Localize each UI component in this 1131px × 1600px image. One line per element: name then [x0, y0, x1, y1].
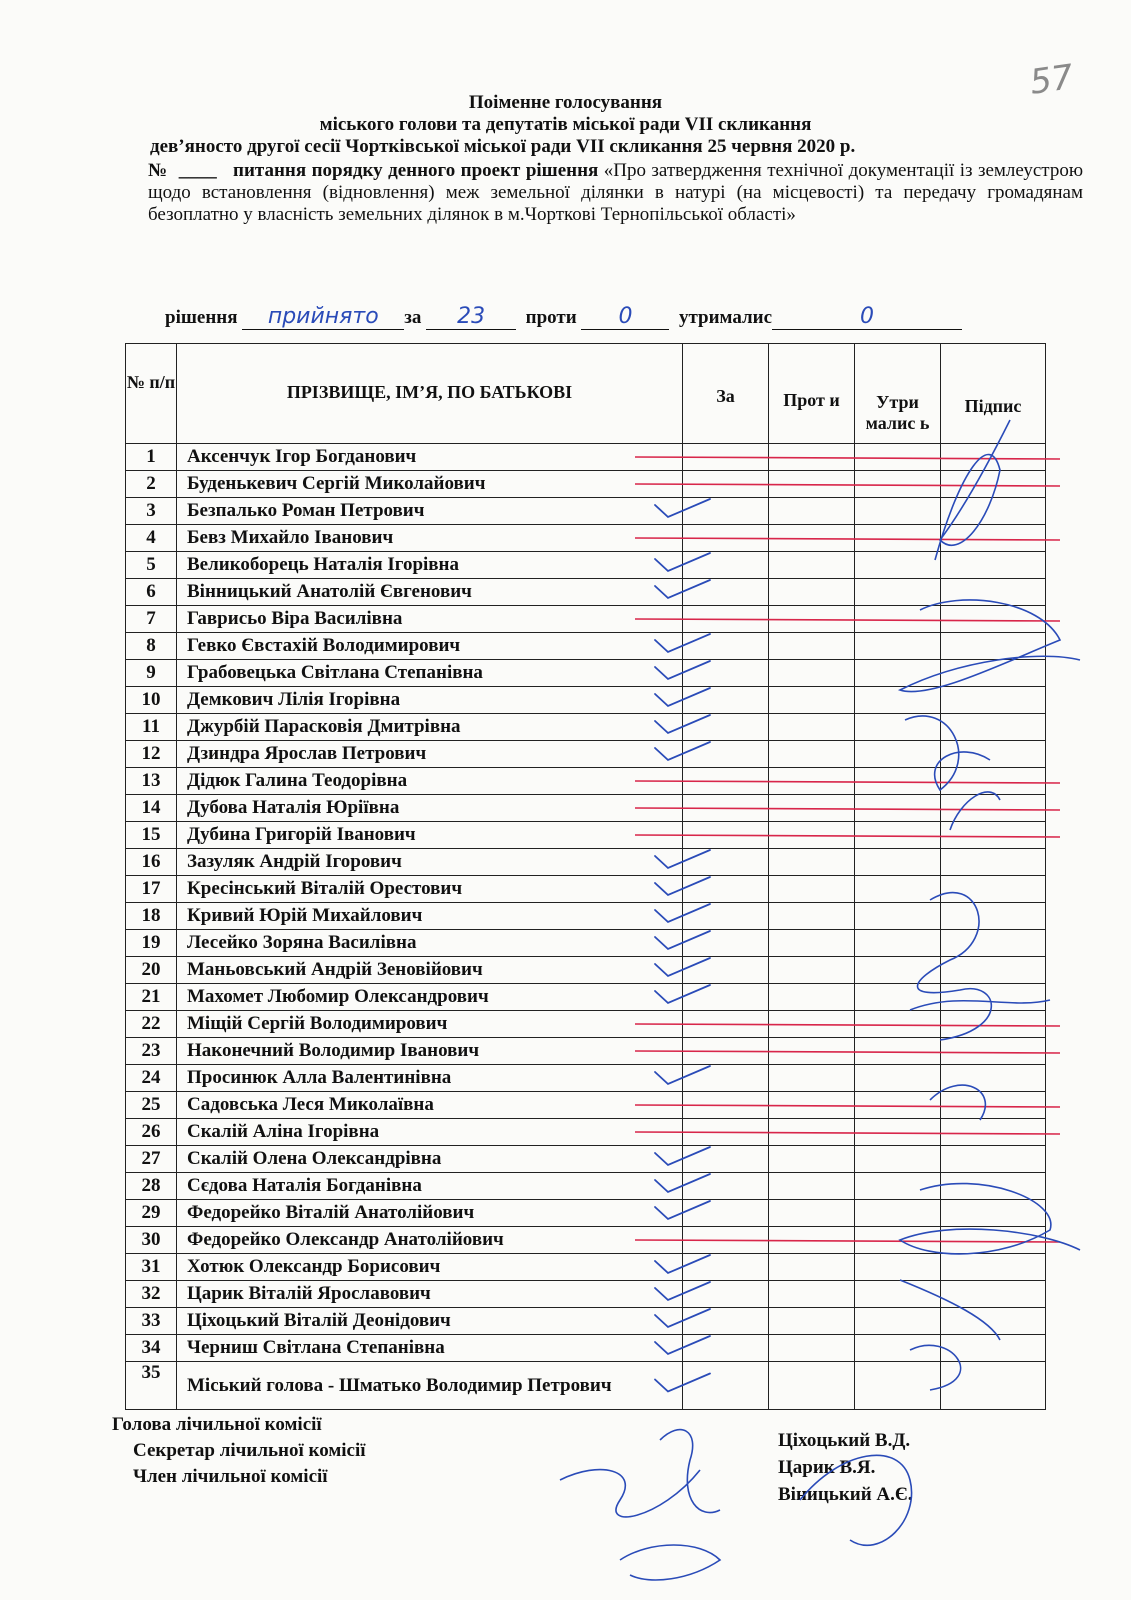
- row-abstained: [855, 741, 941, 768]
- row-abstained: [855, 957, 941, 984]
- table-row: [126, 741, 1046, 768]
- row-signature: [941, 1011, 1046, 1038]
- row-name: Скалій Аліна Ігорівна: [177, 1119, 683, 1146]
- row-for: [683, 903, 769, 930]
- row-abstained: [855, 660, 941, 687]
- table-row: [126, 1200, 1046, 1227]
- row-abstained: [855, 1065, 941, 1092]
- row-for: [683, 579, 769, 606]
- row-name: Дубова Наталія Юріївна: [177, 795, 683, 822]
- row-against: [769, 1200, 855, 1227]
- row-abstained: [855, 444, 941, 471]
- decision-label: рішення: [165, 307, 238, 328]
- table-row: [126, 984, 1046, 1011]
- row-for: [683, 984, 769, 1011]
- row-name: Джурбій Парасковія Дмитрівна: [177, 714, 683, 741]
- row-for: [683, 1173, 769, 1200]
- row-signature: [941, 822, 1046, 849]
- table-row: [126, 714, 1046, 741]
- row-name: Безпалько Роман Петрович: [177, 498, 683, 525]
- row-name: Хотюк Олександр Борисович: [177, 1254, 683, 1281]
- table-row: [126, 1119, 1046, 1146]
- table-row: [126, 633, 1046, 660]
- row-abstained: [855, 714, 941, 741]
- row-abstained: [855, 768, 941, 795]
- row-abstained: [855, 903, 941, 930]
- against-count: 0: [581, 304, 669, 330]
- decision-result: прийнято: [242, 304, 404, 330]
- table-row: [126, 579, 1046, 606]
- table-row: [126, 1227, 1046, 1254]
- row-signature: [941, 687, 1046, 714]
- table-row: [126, 876, 1046, 903]
- row-for: [683, 687, 769, 714]
- table-row: [126, 525, 1046, 552]
- table-row: [126, 1173, 1046, 1200]
- row-against: [769, 1011, 855, 1038]
- agenda-item: [148, 160, 1083, 226]
- row-signature: [941, 1281, 1046, 1308]
- row-signature: [941, 1119, 1046, 1146]
- table-row: [126, 822, 1046, 849]
- row-number: 21: [126, 984, 177, 1011]
- table-row: [126, 849, 1046, 876]
- row-number: 30: [126, 1227, 177, 1254]
- chair-name: Ціхоцький В.Д.: [778, 1430, 911, 1451]
- row-signature: [941, 1308, 1046, 1335]
- table-row: [126, 930, 1046, 957]
- row-against: [769, 552, 855, 579]
- row-against: [769, 1119, 855, 1146]
- row-for: [683, 930, 769, 957]
- row-signature: [941, 930, 1046, 957]
- row-signature: [941, 444, 1046, 471]
- row-name: Черниш Світлана Степанівна: [177, 1335, 683, 1362]
- row-signature: [941, 714, 1046, 741]
- row-abstained: [855, 1335, 941, 1362]
- table-row: [126, 552, 1046, 579]
- table-row: [126, 1065, 1046, 1092]
- table-row: [126, 498, 1046, 525]
- row-number: 19: [126, 930, 177, 957]
- table-row: [126, 687, 1046, 714]
- row-for: [683, 498, 769, 525]
- row-abstained: [855, 1227, 941, 1254]
- row-against: [769, 606, 855, 633]
- row-for: [683, 444, 769, 471]
- row-for: [683, 1065, 769, 1092]
- table-row: [126, 471, 1046, 498]
- decision-line: [165, 304, 962, 330]
- row-signature: [941, 849, 1046, 876]
- row-against: [769, 498, 855, 525]
- row-number: 1: [126, 444, 177, 471]
- row-number: 35: [126, 1362, 177, 1410]
- row-signature: [941, 1173, 1046, 1200]
- member-name: Віницький А.Є.: [778, 1484, 913, 1505]
- row-number: 16: [126, 849, 177, 876]
- row-abstained: [855, 984, 941, 1011]
- row-name: Дідюк Галина Теодорівна: [177, 768, 683, 795]
- row-against: [769, 1146, 855, 1173]
- row-abstained: [855, 1038, 941, 1065]
- row-for: [683, 1200, 769, 1227]
- row-against: [769, 579, 855, 606]
- row-number: 8: [126, 633, 177, 660]
- row-for: [683, 552, 769, 579]
- row-number: 22: [126, 1011, 177, 1038]
- row-name: Кривий Юрій Михайлович: [177, 903, 683, 930]
- row-number: 3: [126, 498, 177, 525]
- table-row: [126, 660, 1046, 687]
- row-name: Демкович Лілія Ігорівна: [177, 687, 683, 714]
- row-for: [683, 1227, 769, 1254]
- row-number: 10: [126, 687, 177, 714]
- row-signature: [941, 957, 1046, 984]
- row-against: [769, 1065, 855, 1092]
- row-number: 29: [126, 1200, 177, 1227]
- row-number: 31: [126, 1254, 177, 1281]
- row-abstained: [855, 471, 941, 498]
- row-abstained: [855, 1092, 941, 1119]
- table-row: [126, 1011, 1046, 1038]
- row-name: Буденькевич Сергій Миколайович: [177, 471, 683, 498]
- row-for: [683, 714, 769, 741]
- doc-title: Поіменне голосування: [468, 92, 663, 113]
- row-number: 2: [126, 471, 177, 498]
- chair-label: Голова лічильної комісії: [112, 1414, 322, 1435]
- row-abstained: [855, 525, 941, 552]
- row-name: Грабовецька Світлана Степанівна: [177, 660, 683, 687]
- row-name: Міський голова - Шматько Володимир Петрович: [177, 1362, 683, 1410]
- for-label: за: [404, 307, 422, 328]
- row-against: [769, 768, 855, 795]
- row-name: Просинюк Алла Валентинівна: [177, 1065, 683, 1092]
- row-abstained: [855, 849, 941, 876]
- row-signature: [941, 498, 1046, 525]
- row-abstained: [855, 579, 941, 606]
- row-against: [769, 741, 855, 768]
- abstained-label: утрималис: [678, 307, 773, 328]
- row-against: [769, 1335, 855, 1362]
- row-abstained: [855, 498, 941, 525]
- row-number: 25: [126, 1092, 177, 1119]
- for-count: 23: [426, 304, 516, 330]
- row-name: Бевз Михайло Іванович: [177, 525, 683, 552]
- row-abstained: [855, 930, 941, 957]
- row-abstained: [855, 552, 941, 579]
- row-signature: [941, 633, 1046, 660]
- row-against: [769, 822, 855, 849]
- row-against: [769, 687, 855, 714]
- row-signature: [941, 471, 1046, 498]
- table-row: [126, 1281, 1046, 1308]
- row-abstained: [855, 1281, 941, 1308]
- row-for: [683, 1146, 769, 1173]
- member-label: Член лічильної комісії: [133, 1466, 328, 1487]
- table-row: [126, 1146, 1046, 1173]
- row-against: [769, 957, 855, 984]
- row-abstained: [855, 1200, 941, 1227]
- row-name: Міщій Сергій Володимирович: [177, 1011, 683, 1038]
- row-name: Зазуляк Андрій Ігорович: [177, 849, 683, 876]
- col-against: Прот и: [769, 344, 855, 444]
- row-number: 33: [126, 1308, 177, 1335]
- col-num: № п/п: [126, 344, 177, 444]
- row-signature: [941, 1227, 1046, 1254]
- row-name: Сєдова Наталія Богданівна: [177, 1173, 683, 1200]
- row-against: [769, 795, 855, 822]
- row-signature: [941, 1092, 1046, 1119]
- row-number: 32: [126, 1281, 177, 1308]
- table-row: [126, 768, 1046, 795]
- row-number: 9: [126, 660, 177, 687]
- row-against: [769, 849, 855, 876]
- row-against: [769, 1308, 855, 1335]
- row-name: Вінницький Анатолій Євгенович: [177, 579, 683, 606]
- row-number: 14: [126, 795, 177, 822]
- row-signature: [941, 552, 1046, 579]
- row-for: [683, 606, 769, 633]
- row-for: [683, 741, 769, 768]
- col-signature: Підпис: [941, 344, 1046, 444]
- row-abstained: [855, 687, 941, 714]
- row-signature: [941, 903, 1046, 930]
- row-number: 15: [126, 822, 177, 849]
- row-name: Скалій Олена Олександрівна: [177, 1146, 683, 1173]
- row-signature: [941, 606, 1046, 633]
- row-number: 34: [126, 1335, 177, 1362]
- row-signature: [941, 1065, 1046, 1092]
- row-name: Аксенчук Ігор Богданович: [177, 444, 683, 471]
- row-for: [683, 768, 769, 795]
- row-against: [769, 1173, 855, 1200]
- row-name: Лесейко Зоряна Василівна: [177, 930, 683, 957]
- row-abstained: [855, 822, 941, 849]
- table-row: [126, 1254, 1046, 1281]
- row-name: Федорейко Олександр Анатолійович: [177, 1227, 683, 1254]
- row-number: 26: [126, 1119, 177, 1146]
- row-against: [769, 1281, 855, 1308]
- row-abstained: [855, 876, 941, 903]
- row-number: 11: [126, 714, 177, 741]
- row-name: Ціхоцький Віталій Деонідович: [177, 1308, 683, 1335]
- number-blank: ____: [178, 160, 217, 181]
- row-signature: [941, 1038, 1046, 1065]
- vote-table: [125, 343, 1046, 1410]
- row-for: [683, 849, 769, 876]
- row-name: Гаврисьо Віра Василівна: [177, 606, 683, 633]
- row-for: [683, 1119, 769, 1146]
- row-against: [769, 471, 855, 498]
- row-against: [769, 525, 855, 552]
- row-name: Махомет Любомир Олександрович: [177, 984, 683, 1011]
- row-for: [683, 957, 769, 984]
- page-number: 57: [1027, 57, 1076, 103]
- row-for: [683, 1011, 769, 1038]
- row-name: Садовська Леся Миколаївна: [177, 1092, 683, 1119]
- row-abstained: [855, 1173, 941, 1200]
- table-row: [126, 957, 1046, 984]
- row-name: Маньовський Андрій Зеновійович: [177, 957, 683, 984]
- row-number: 13: [126, 768, 177, 795]
- row-against: [769, 633, 855, 660]
- row-signature: [941, 660, 1046, 687]
- row-for: [683, 876, 769, 903]
- row-name: Дубина Григорій Іванович: [177, 822, 683, 849]
- row-against: [769, 1038, 855, 1065]
- row-against: [769, 984, 855, 1011]
- row-abstained: [855, 633, 941, 660]
- row-signature: [941, 984, 1046, 1011]
- table-row: [126, 1335, 1046, 1362]
- row-against: [769, 1227, 855, 1254]
- col-abstained: Утри малис ь: [855, 344, 941, 444]
- row-for: [683, 1038, 769, 1065]
- row-name: Гевко Євстахій Володимирович: [177, 633, 683, 660]
- doc-subtitle: міського голови та депутатів міської ради VII скликання: [319, 114, 812, 135]
- row-name: Федорейко Віталій Анатолійович: [177, 1200, 683, 1227]
- row-signature: [941, 795, 1046, 822]
- number-label: №: [148, 160, 168, 181]
- row-for: [683, 795, 769, 822]
- row-for: [683, 1092, 769, 1119]
- row-signature: [941, 1200, 1046, 1227]
- table-row: [126, 444, 1046, 471]
- table-row: [126, 1308, 1046, 1335]
- row-abstained: [855, 795, 941, 822]
- table-row: [126, 1092, 1046, 1119]
- row-against: [769, 714, 855, 741]
- row-abstained: [855, 1362, 941, 1410]
- table-row: [126, 1362, 1046, 1410]
- row-abstained: [855, 1254, 941, 1281]
- row-against: [769, 444, 855, 471]
- row-signature: [941, 1362, 1046, 1410]
- row-abstained: [855, 1146, 941, 1173]
- row-abstained: [855, 1011, 941, 1038]
- session-line: дев’яносто другої сесії Чортківської міської ради VII скликання 25 червня 2020 р.: [150, 136, 856, 157]
- row-signature: [941, 525, 1046, 552]
- row-name: Кресінський Віталій Орестович: [177, 876, 683, 903]
- row-signature: [941, 768, 1046, 795]
- row-abstained: [855, 1308, 941, 1335]
- row-signature: [941, 741, 1046, 768]
- agenda-bold: питання порядку денного проект рішення: [233, 160, 599, 181]
- row-number: 7: [126, 606, 177, 633]
- row-for: [683, 471, 769, 498]
- secretary-name: Царик В.Я.: [778, 1457, 876, 1478]
- row-signature: [941, 1146, 1046, 1173]
- row-for: [683, 822, 769, 849]
- row-number: 6: [126, 579, 177, 606]
- row-signature: [941, 1254, 1046, 1281]
- row-number: 20: [126, 957, 177, 984]
- row-signature: [941, 876, 1046, 903]
- row-number: 18: [126, 903, 177, 930]
- row-name: Царик Віталій Ярославович: [177, 1281, 683, 1308]
- row-for: [683, 1308, 769, 1335]
- table-row: [126, 606, 1046, 633]
- row-against: [769, 1362, 855, 1410]
- row-number: 23: [126, 1038, 177, 1065]
- row-number: 27: [126, 1146, 177, 1173]
- row-number: 4: [126, 525, 177, 552]
- row-for: [683, 1254, 769, 1281]
- row-for: [683, 1281, 769, 1308]
- secretary-label: Секретар лічильної комісії: [133, 1440, 366, 1461]
- row-against: [769, 1092, 855, 1119]
- row-against: [769, 1254, 855, 1281]
- against-label: проти: [525, 307, 577, 328]
- row-abstained: [855, 606, 941, 633]
- row-abstained: [855, 1119, 941, 1146]
- row-name: Великоборець Наталія Ігорівна: [177, 552, 683, 579]
- abstained-count: 0: [772, 304, 962, 330]
- row-against: [769, 930, 855, 957]
- row-against: [769, 903, 855, 930]
- row-for: [683, 660, 769, 687]
- row-for: [683, 1362, 769, 1410]
- table-row: [126, 903, 1046, 930]
- col-name: ПРІЗВИЩЕ, ІМ’Я, ПО БАТЬКОВІ: [177, 344, 683, 444]
- row-number: 17: [126, 876, 177, 903]
- row-number: 5: [126, 552, 177, 579]
- col-for: За: [683, 344, 769, 444]
- row-number: 12: [126, 741, 177, 768]
- row-for: [683, 525, 769, 552]
- agenda-text: «Про затвердження технічної документації із землеустрою щодо встановлення (відновлення) меж земельної ділянки в натурі (на місцевості) та передачу громадянам безоплатно у власність земельних ділянок в м.Чорткові Тернопільської області»: [148, 160, 1084, 225]
- row-name: Наконечний Володимир Іванович: [177, 1038, 683, 1065]
- row-for: [683, 1335, 769, 1362]
- row-name: Дзиндра Ярослав Петрович: [177, 741, 683, 768]
- table-row: [126, 1038, 1046, 1065]
- row-against: [769, 660, 855, 687]
- row-number: 28: [126, 1173, 177, 1200]
- table-row: [126, 795, 1046, 822]
- row-for: [683, 633, 769, 660]
- row-number: 24: [126, 1065, 177, 1092]
- row-signature: [941, 579, 1046, 606]
- row-against: [769, 876, 855, 903]
- row-signature: [941, 1335, 1046, 1362]
